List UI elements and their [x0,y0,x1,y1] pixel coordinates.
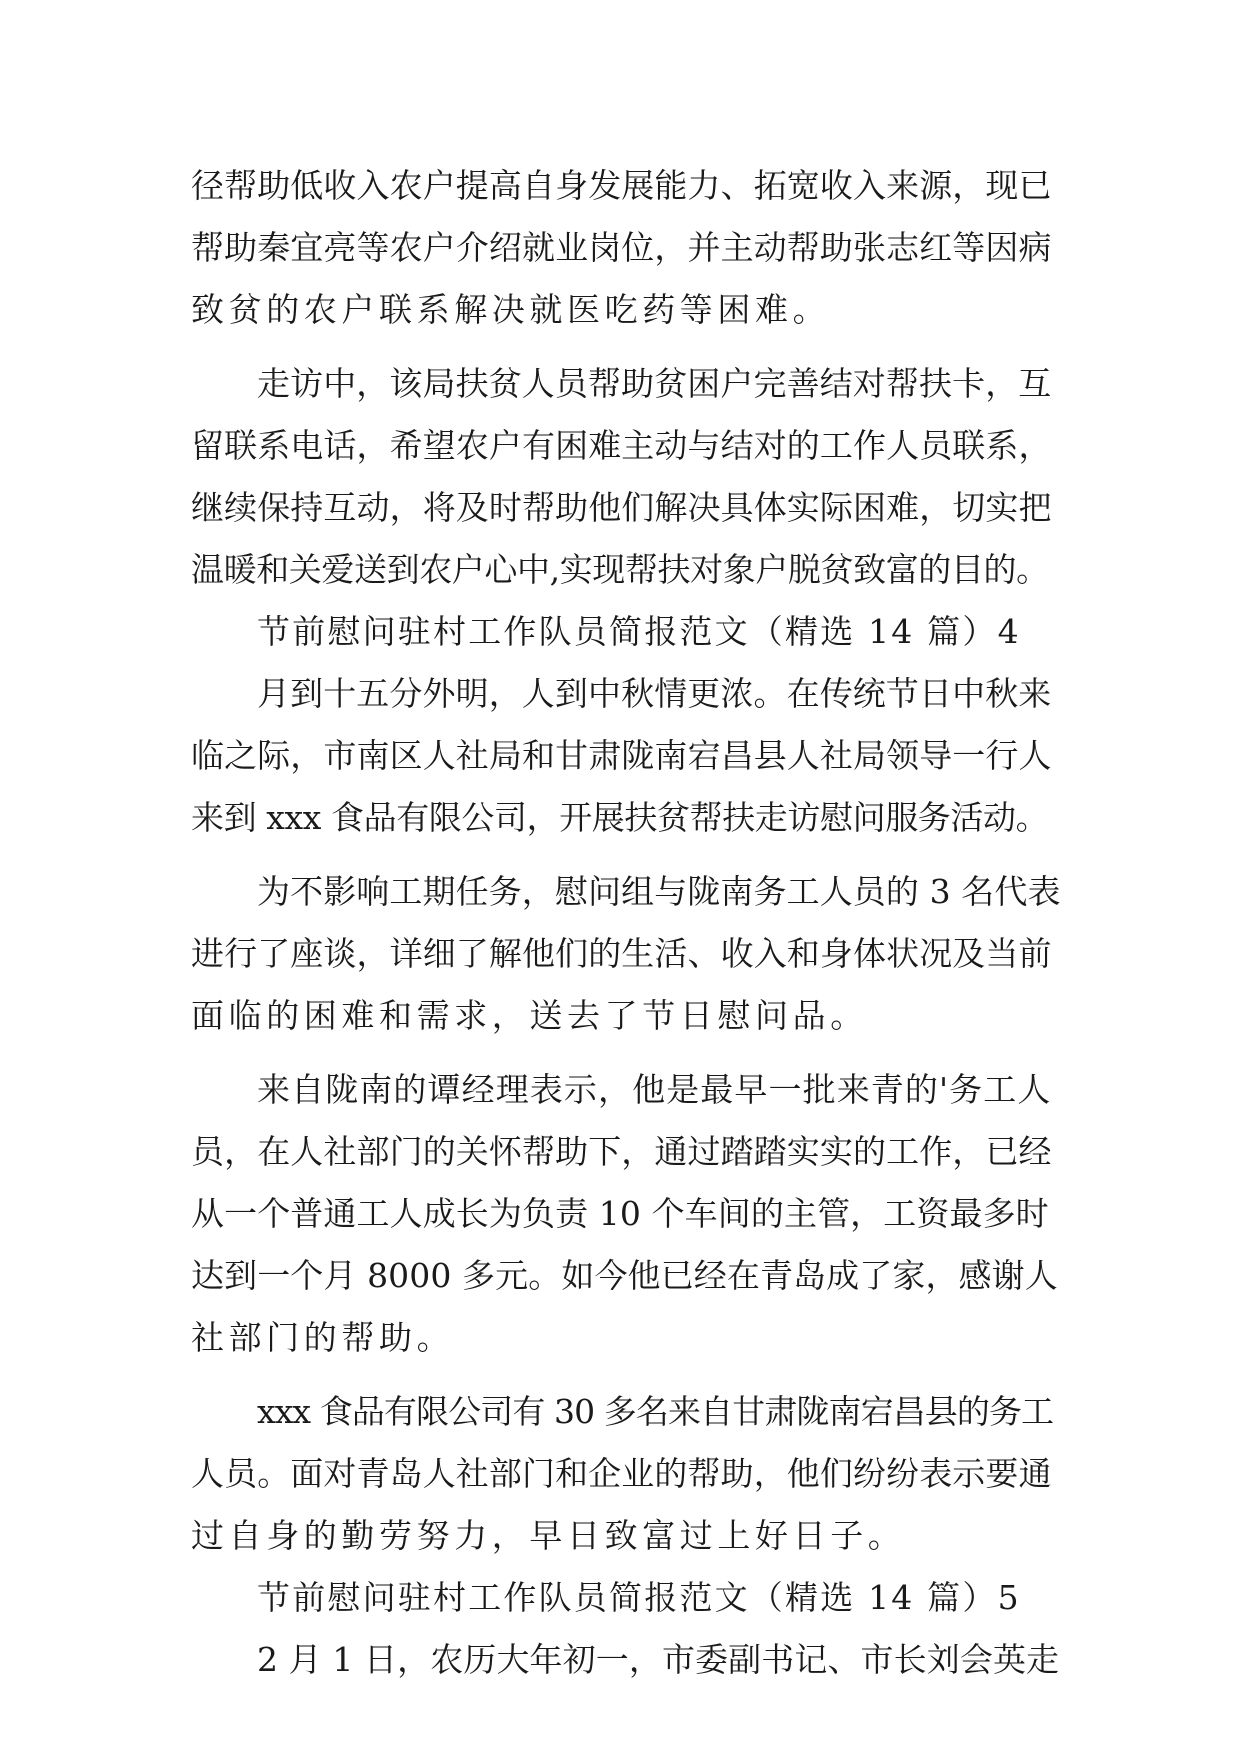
section-heading [191,1567,1061,1629]
text-line: 社部门的帮助。 [191,1318,455,1357]
paragraph [191,353,1061,601]
paragraph [191,663,1061,849]
text-line: 从一个普通工人成长为负责 10 个车间的主管，工资最多时 [191,1194,1049,1233]
text-line: 过自身的勤劳努力，早日致富过上好日子。 [191,1516,906,1555]
paragraph [191,1629,1061,1691]
text-line: 进行了座谈，详细了解他们的生活、收入和身体状况及当前 [191,934,1052,973]
text-line: 来到 xxx 食品有限公司，开展扶贫帮扶走访慰问服务活动。 [191,798,1049,837]
text-line: 继续保持互动，将及时帮助他们解决具体实际困难，切实把 [191,488,1052,527]
paragraph [191,861,1061,1047]
text-line: 径帮助低收入农户提高自身发展能力、拓宽收入来源，现已 [191,166,1052,205]
text-line: 2 月 1 日，农历大年初一，市委副书记、市长刘会英走 [257,1640,1060,1679]
text-line: 临之际，市南区人社局和甘肃陇南宕昌县人社局领导一行人 [191,736,1052,775]
text-line: 走访中，该局扶贫人员帮助贫困户完善结对帮扶卡，互 [257,364,1052,403]
text-line: 面临的困难和需求，送去了节日慰问品。 [191,996,868,1035]
paragraph [191,155,1061,341]
section-heading-text: 节前慰问驻村工作队员简报范文（精选 14 篇）4 [257,612,1021,651]
document-body [191,155,1061,1691]
section-heading-text: 节前慰问驻村工作队员简报范文（精选 14 篇）5 [257,1578,1021,1617]
text-line: 员，在人社部门的关怀帮助下，通过踏踏实实的工作，已经 [191,1132,1052,1171]
text-line: 温暖和关爱送到农户心中,实现帮扶对象户脱贫致富的目的。 [191,550,1049,589]
paragraph [191,1059,1061,1369]
text-line: 达到一个月 8000 多元。如今他已经在青岛成了家，感谢人 [191,1256,1058,1295]
text-line: 帮助秦宜亮等农户介绍就业岗位，并主动帮助张志红等因病 [191,228,1052,267]
text-line: 为不影响工期任务，慰问组与陇南务工人员的 3 名代表 [257,872,1061,911]
text-line: 留联系电话，希望农户有困难主动与结对的工作人员联系， [191,426,1052,465]
text-line: 人员。面对青岛人社部门和企业的帮助，他们纷纷表示要通 [191,1454,1052,1493]
text-line: 来自陇南的谭经理表示，他是最早一批来青的'务工人 [257,1070,1052,1109]
text-line: xxx 食品有限公司有 30 多名来自甘肃陇南宕昌县的务工 [257,1392,1054,1431]
text-line: 致贫的农户联系解决就医吃药等困难。 [191,290,831,329]
section-heading [191,601,1061,663]
paragraph [191,1381,1061,1567]
text-line: 月到十五分外明，人到中秋情更浓。在传统节日中秋来 [257,674,1052,713]
